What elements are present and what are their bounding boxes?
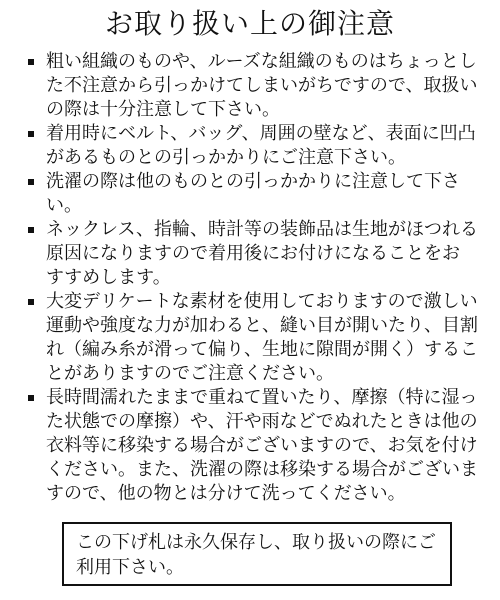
retention-note-text: この下げ札は永久保存し、取り扱いの際にご利用下さい。 — [76, 532, 436, 578]
bullet-square-icon — [28, 59, 34, 65]
list-item — [28, 290, 478, 386]
list-item-text: 粗い組織のものや、ルーズな組織のものはちょっとした不注意から引っかけてしまいがちですので、取扱いの際は十分注意して下さい。 — [46, 51, 478, 120]
list-item-text: 長時間濡れたままで重ねて置いたり、摩擦（特に湿った状態での摩擦）や、汗や雨などでぬれたときは他の衣料等に移染する場合がございますので、お気を付けください。また、洗濯の際は移染する場合がございますので、他の物とは分けて洗ってください。 — [46, 387, 478, 504]
list-item-text: ネックレス、指輪、時計等の装飾品は生地がほつれる原因になりますので着用後にお付けになることをおすすめします。 — [46, 219, 478, 288]
list-item-text: 着用時にベルト、バッグ、周囲の壁など、表面に凹凸があるものとの引っかかりにご注意下さい。 — [46, 123, 476, 168]
bullet-square-icon — [28, 395, 34, 401]
list-item — [28, 170, 478, 218]
care-instructions-list — [28, 50, 478, 506]
bullet-square-icon — [28, 131, 34, 137]
bullet-square-icon — [28, 179, 34, 185]
list-item-text: 大変デリケートな素材を使用しておりますので激しい運動や強度な力が加わると、縫い目が開いたり、目割れ（編み糸が滑って偏り、生地に隙間が開く）することがありますのでご注意ください。 — [46, 291, 478, 384]
bullet-square-icon — [28, 227, 34, 233]
bullet-square-icon — [28, 299, 34, 305]
retention-note-box — [62, 522, 452, 586]
list-item — [28, 122, 478, 170]
list-item — [28, 218, 478, 290]
page-title: お取り扱い上の御注意 — [104, 7, 395, 40]
list-item — [28, 50, 478, 122]
list-item — [28, 386, 478, 506]
list-item-text: 洗濯の際は他のものとの引っかかりに注意して下さい。 — [46, 171, 460, 216]
